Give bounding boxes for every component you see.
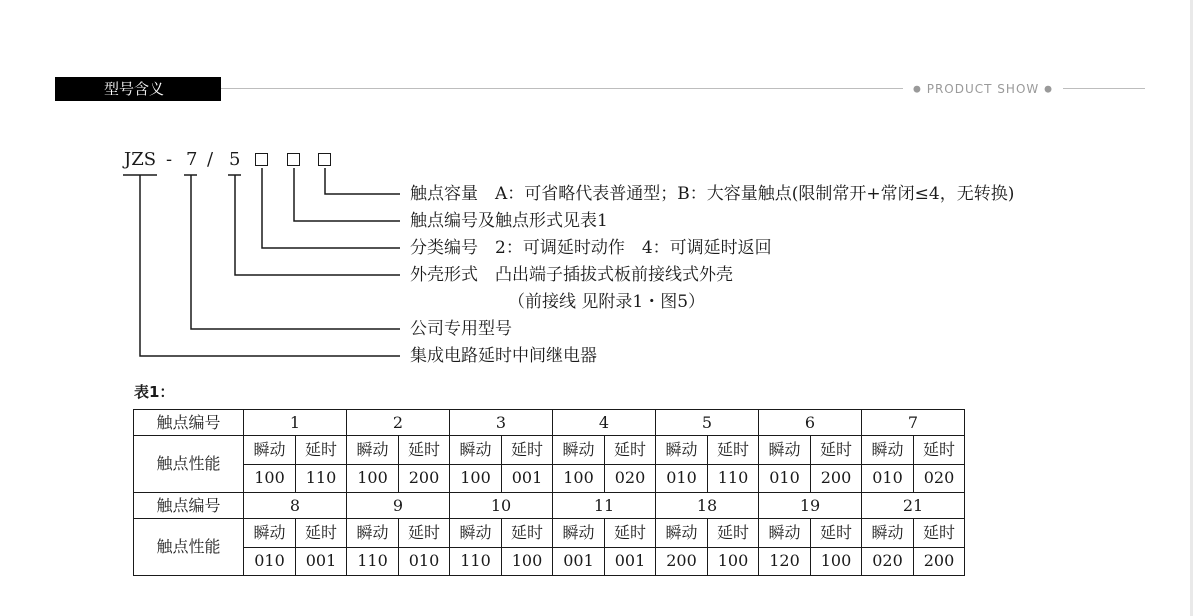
sub-header-delay: 延时 <box>399 436 450 465</box>
sub-header-instant: 瞬动 <box>553 436 605 465</box>
delay-value-cell: 100 <box>708 547 759 576</box>
instant-value-cell: 110 <box>450 547 502 576</box>
delay-value-cell: 020 <box>914 464 965 493</box>
sub-header-delay: 延时 <box>811 436 862 465</box>
sub-header-delay: 延时 <box>296 519 347 548</box>
sub-header-delay: 延时 <box>605 519 656 548</box>
dot-icon: ● <box>1044 84 1053 95</box>
contact-number-cell: 5 <box>656 410 759 436</box>
instant-value-cell: 100 <box>450 464 502 493</box>
instant-value-cell: 110 <box>347 547 399 576</box>
delay-value-cell: 110 <box>296 464 347 493</box>
contact-number-cell: 2 <box>347 410 450 436</box>
model-code-dash: - <box>166 149 173 170</box>
delay-value-cell: 100 <box>811 547 862 576</box>
instant-value-cell: 010 <box>759 464 811 493</box>
model-code-housing: 5 <box>229 149 241 170</box>
model-code-prefix: JZS <box>124 149 157 170</box>
sub-header-instant: 瞬动 <box>244 519 296 548</box>
model-code-series: 7 <box>186 149 198 170</box>
sub-header-instant: 瞬动 <box>347 519 399 548</box>
table-row <box>134 464 965 493</box>
table-row <box>134 493 965 519</box>
row-header-contact-performance: 触点性能 <box>134 519 244 576</box>
delay-value-cell: 200 <box>811 464 862 493</box>
sub-header-delay: 延时 <box>914 519 965 548</box>
desc-company-series: 公司专用型号 <box>410 319 512 339</box>
sub-header-delay: 延时 <box>708 436 759 465</box>
section-title: 型号含义 <box>104 80 165 98</box>
sub-header-instant: 瞬动 <box>347 436 399 465</box>
sub-header-delay: 延时 <box>502 436 553 465</box>
sub-header-delay: 延时 <box>605 436 656 465</box>
instant-value-cell: 100 <box>244 464 296 493</box>
sub-header-instant: 瞬动 <box>450 436 502 465</box>
row-header-contact-number: 触点编号 <box>134 493 244 519</box>
sub-header-delay: 延时 <box>914 436 965 465</box>
contact-performance-table <box>133 409 965 576</box>
instant-value-cell: 200 <box>656 547 708 576</box>
row-header-contact-number: 触点编号 <box>134 410 244 436</box>
sub-header-instant: 瞬动 <box>759 519 811 548</box>
contact-number-cell: 3 <box>450 410 553 436</box>
instant-value-cell: 001 <box>553 547 605 576</box>
table-row <box>134 547 965 576</box>
desc-contact-number: 触点编号及触点形式见表1 <box>410 211 608 231</box>
desc-product-name: 集成电路延时中间继电器 <box>410 346 597 366</box>
instant-value-cell: 010 <box>244 547 296 576</box>
sub-header-instant: 瞬动 <box>759 436 811 465</box>
contact-number-cell: 21 <box>862 493 965 519</box>
contact-number-cell: 6 <box>759 410 862 436</box>
instant-value-cell: 100 <box>347 464 399 493</box>
delay-value-cell: 001 <box>502 464 553 493</box>
desc-classification: 分类编号 2：可调延时动作 4：可调延时返回 <box>410 238 772 258</box>
contact-number-cell: 8 <box>244 493 347 519</box>
dot-icon: ● <box>913 84 922 95</box>
sub-header-instant: 瞬动 <box>553 519 605 548</box>
contact-number-cell: 9 <box>347 493 450 519</box>
contact-number-cell: 19 <box>759 493 862 519</box>
instant-value-cell: 010 <box>656 464 708 493</box>
desc-housing-note: （前接线 见附录1・图5） <box>508 292 706 312</box>
contact-number-cell: 18 <box>656 493 759 519</box>
sub-header-instant: 瞬动 <box>862 436 914 465</box>
model-code-slash: / <box>207 149 214 170</box>
contact-number-cell: 4 <box>553 410 656 436</box>
delay-value-cell: 001 <box>296 547 347 576</box>
delay-value-cell: 001 <box>605 547 656 576</box>
contact-number-cell: 11 <box>553 493 656 519</box>
instant-value-cell: 100 <box>553 464 605 493</box>
row-header-contact-performance: 触点性能 <box>134 436 244 493</box>
delay-value-cell: 110 <box>708 464 759 493</box>
table-row <box>134 410 965 436</box>
table-label: 表1： <box>134 383 175 401</box>
instant-value-cell: 010 <box>862 464 914 493</box>
desc-contact-capacity: 触点容量 A：可省略代表普通型；B：大容量触点(限制常开+常闭≤4，无转换) <box>410 184 1015 204</box>
table-row <box>134 519 965 548</box>
instant-value-cell: 020 <box>862 547 914 576</box>
sub-header-instant: 瞬动 <box>656 436 708 465</box>
sub-header-delay: 延时 <box>502 519 553 548</box>
delay-value-cell: 200 <box>399 464 450 493</box>
product-show-label: PRODUCT SHOW <box>926 82 1040 96</box>
instant-value-cell: 120 <box>759 547 811 576</box>
sub-header-delay: 延时 <box>708 519 759 548</box>
delay-value-cell: 100 <box>502 547 553 576</box>
sub-header-instant: 瞬动 <box>656 519 708 548</box>
delay-value-cell: 200 <box>914 547 965 576</box>
sub-header-delay: 延时 <box>296 436 347 465</box>
table-row <box>134 436 965 465</box>
sub-header-instant: 瞬动 <box>450 519 502 548</box>
delay-value-cell: 010 <box>399 547 450 576</box>
sub-header-delay: 延时 <box>399 519 450 548</box>
contact-number-cell: 10 <box>450 493 553 519</box>
sub-header-instant: 瞬动 <box>244 436 296 465</box>
sub-header-instant: 瞬动 <box>862 519 914 548</box>
desc-housing: 外壳形式 凸出端子插拔式板前接线式外壳 <box>410 265 733 285</box>
delay-value-cell: 020 <box>605 464 656 493</box>
contact-number-cell: 7 <box>862 410 965 436</box>
sub-header-delay: 延时 <box>811 519 862 548</box>
contact-number-cell: 1 <box>244 410 347 436</box>
